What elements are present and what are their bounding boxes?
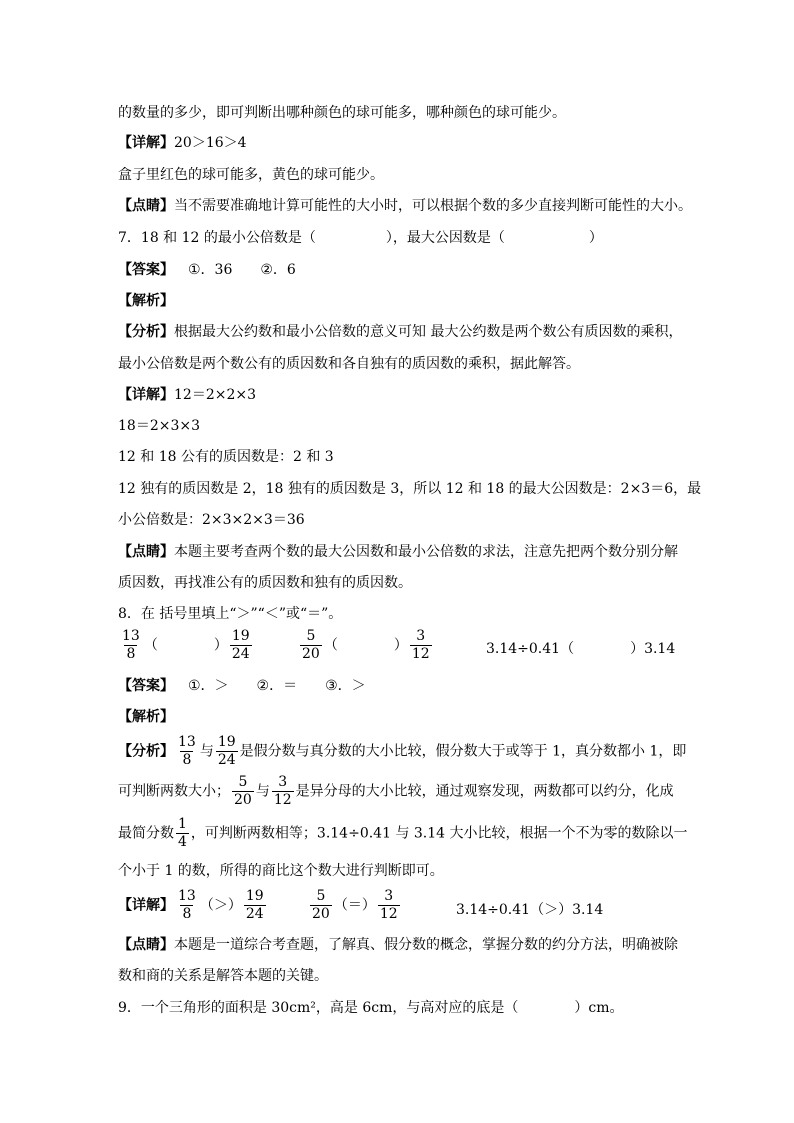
- text: 12＝2×2×3: [174, 387, 256, 403]
- blank-parens: （ ）: [323, 637, 408, 654]
- text: 与: [255, 783, 270, 800]
- numerator: 19: [245, 888, 264, 904]
- section-tag: 【解析】: [118, 293, 174, 309]
- numerator: 5: [306, 628, 316, 644]
- denominator: 20: [312, 906, 330, 922]
- text: 18＝2×3×3: [118, 418, 200, 434]
- fraction: [230, 628, 252, 663]
- section-tag: 【详解】: [118, 897, 174, 914]
- question-text: 8．在 括号里填上“＞”“＜”或“＝”。: [118, 606, 343, 622]
- numerator: 3: [416, 628, 426, 644]
- fraction: [310, 888, 332, 923]
- text: 当不需要准确地计算可能性的大小时，可以根据个数的多少直接判断可能性的大小。: [174, 198, 692, 214]
- fraction: [176, 734, 198, 769]
- numerator: 5: [316, 888, 326, 904]
- text: 最简分数: [118, 825, 174, 842]
- text-line: [118, 774, 674, 809]
- section-tag: 【点睛】: [118, 198, 174, 214]
- numerator: 3: [278, 774, 288, 790]
- fraction: [176, 816, 189, 851]
- numerator: 13: [122, 628, 140, 644]
- text: 最小公倍数是两个数公有的质因数和各自独有的质因数的乘积，据此解答。: [118, 356, 580, 372]
- fraction: [410, 628, 432, 663]
- question-9: [118, 999, 624, 1017]
- text-line: [118, 386, 256, 404]
- text-line: [118, 734, 686, 769]
- numerator: 19: [231, 628, 250, 644]
- text: 是异分母的大小比较，通过观察发现，两数都可以约分，化成: [295, 783, 674, 800]
- text: 3.14÷0.41（＞）3.14: [456, 902, 604, 918]
- denominator: 12: [273, 792, 292, 808]
- section-tag: 【详解】: [118, 387, 174, 403]
- section-tag: 【点睛】: [118, 937, 174, 953]
- section-tag: 【分析】: [118, 324, 174, 340]
- comparison-1: [118, 628, 254, 663]
- denominator: 4: [178, 834, 187, 850]
- text: 本题主要考查两个数的最大公因数和最小公倍数的求法，注意先把两个数分别分解: [174, 544, 678, 560]
- fraction: [378, 888, 400, 923]
- text: 本题是一道综合考查题，了解真、假分数的概念，掌握分数的约分方法，明确被除: [174, 937, 678, 953]
- text: 可判断两数大小；: [118, 783, 230, 800]
- text-line: [118, 862, 444, 880]
- denominator: 8: [126, 646, 136, 662]
- comparison-2: [298, 628, 434, 663]
- text: 3.14÷0.41（ ）3.14: [486, 641, 676, 657]
- text: 12 和 18 公有的质因数是：2 和 3: [118, 449, 334, 465]
- question-text: 9．一个三角形的面积是 30cm²，高是 6cm，与高对应的底是（ ）cm。: [118, 1000, 624, 1016]
- detail-line: [118, 888, 268, 923]
- text-line: [118, 448, 334, 466]
- denominator: 20: [302, 646, 320, 662]
- text: 数和商的关系是解答本题的关键。: [118, 968, 328, 984]
- answer-line: [118, 677, 366, 695]
- text-line: [118, 816, 688, 851]
- text-line: [118, 134, 247, 152]
- text-line: [118, 936, 678, 954]
- text: ，可判断两数相等；3.14÷0.41 与 3.14 大小比较，根据一个不为零的数除以一: [190, 825, 688, 842]
- section-tag: 【答案】: [118, 678, 174, 694]
- fraction: [272, 774, 294, 809]
- text-line: [118, 967, 328, 985]
- denominator: 8: [182, 906, 192, 922]
- section-tag: 【详解】: [118, 135, 174, 151]
- analysis-heading: [118, 708, 174, 726]
- text-line: [118, 417, 200, 435]
- text: 的数量的多少，即可判断出哪种颜色的球可能多，哪种颜色的球可能少。: [118, 105, 566, 121]
- denominator: 24: [217, 752, 236, 768]
- fraction: [300, 628, 322, 663]
- text: 盒子里红色的球可能多，黄色的球可能少。: [118, 167, 384, 183]
- comparison-3: [486, 638, 675, 658]
- text-line: [118, 323, 682, 341]
- answer-text: ①．36 ②．6: [188, 262, 296, 278]
- denominator: 20: [234, 792, 252, 808]
- answer-line: [118, 261, 296, 279]
- numerator: 1: [178, 816, 187, 832]
- fraction: [176, 888, 198, 923]
- numerator: 13: [178, 888, 196, 904]
- fraction: [120, 628, 142, 663]
- detail-comparison-3: [456, 899, 603, 919]
- fraction: [216, 734, 238, 769]
- answer-text: ①．＞ ②．＝ ③．＞: [188, 678, 366, 694]
- denominator: 24: [245, 906, 264, 922]
- text-line: [118, 511, 305, 529]
- text: 个小于 1 的数，所得的商比这个数大进行判断即可。: [118, 863, 444, 879]
- text: （＞）: [199, 897, 242, 914]
- text: 小公倍数是：2×3×2×3＝36: [118, 512, 305, 528]
- text: 质因数，再找准公有的质因数和独有的质因数。: [118, 575, 412, 591]
- question-text: 7．18 和 12 的最小公倍数是（ ），最大公因数是（ ）: [118, 230, 603, 246]
- text: 根据最大公约数和最小公倍数的意义可知 最大公约数是两个数公有质因数的乘积，: [174, 324, 683, 340]
- section-tag: 【点睛】: [118, 544, 174, 560]
- denominator: 24: [231, 646, 250, 662]
- text-line: [118, 166, 384, 184]
- denominator: 8: [182, 752, 192, 768]
- detail-comparison-2: [308, 888, 402, 923]
- text-line: [118, 355, 580, 373]
- section-tag: 【答案】: [118, 262, 174, 278]
- text-line: [118, 574, 412, 592]
- text-line: [118, 197, 692, 215]
- text: 20＞16＞4: [174, 135, 247, 151]
- numerator: 19: [217, 734, 236, 750]
- text-line: [118, 543, 678, 561]
- denominator: 12: [411, 646, 430, 662]
- text: 12 独有的质因数是 2，18 独有的质因数是 3，所以 12 和 18 的最大公因数是：2×3＝6，最: [118, 481, 702, 497]
- text: 与: [199, 743, 214, 760]
- text: （＝）: [333, 897, 376, 914]
- analysis-heading: [118, 292, 174, 310]
- denominator: 12: [379, 906, 398, 922]
- section-tag: 【解析】: [118, 709, 174, 725]
- fraction: [232, 774, 254, 809]
- section-tag: 【分析】: [118, 743, 174, 760]
- numerator: 3: [384, 888, 394, 904]
- text: 是假分数与真分数的大小比较，假分数大于或等于 1，真分数都小 1，即: [239, 743, 687, 760]
- fraction: [244, 888, 266, 923]
- numerator: 5: [238, 774, 248, 790]
- text-line: [118, 104, 566, 122]
- blank-parens: （ ）: [143, 637, 228, 654]
- question-7: [118, 229, 603, 247]
- text-line: [118, 480, 701, 498]
- question-8: [118, 605, 342, 623]
- numerator: 13: [178, 734, 196, 750]
